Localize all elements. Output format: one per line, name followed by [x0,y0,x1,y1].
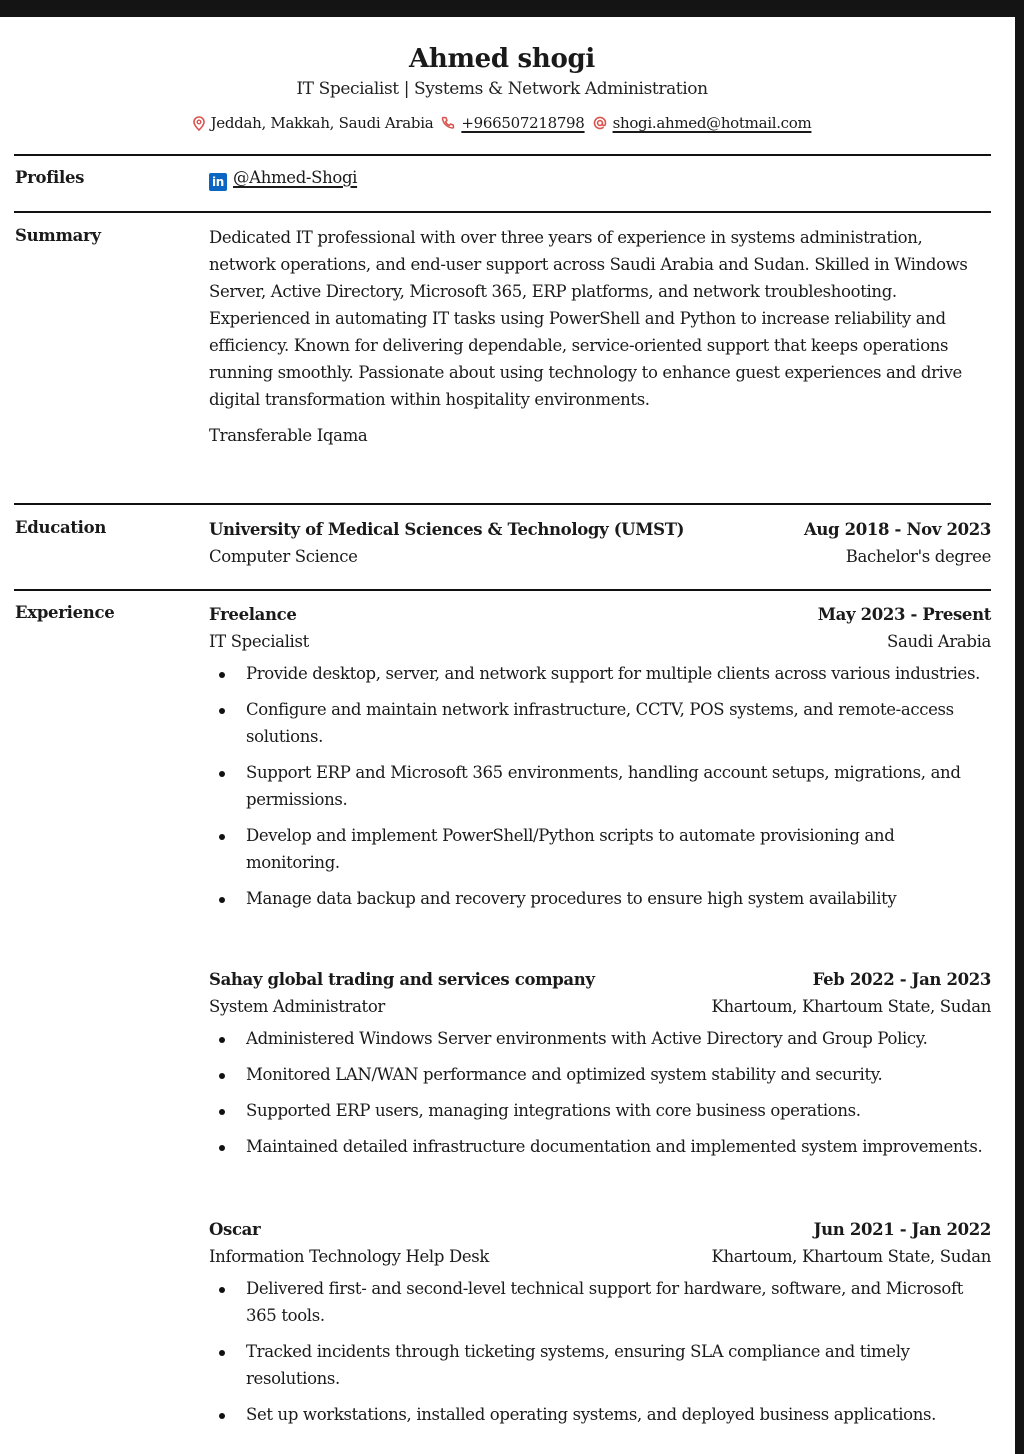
section-label-education: Education [15,518,107,537]
bullet-item: Manage data backup and recovery procedures to ensure high system availability [209,885,991,912]
job-dates: May 2023 - Present [817,605,991,624]
bullet-item: Delivered first- and second-level technical support for hardware, software, and Microsoft 365 tools. [209,1275,991,1329]
section-label-profiles: Profiles [15,168,85,187]
bullet-item: Supported ERP users, managing integrations with core business operations. [209,1097,991,1124]
bullet-item: Tracked incidents through ticketing systems, ensuring SLA compliance and timely resolutions. [209,1338,991,1392]
bullet-item: Configure and maintain network infrastructure, CCTV, POS systems, and remote-access solutions. [209,696,991,750]
job-title: System Administrator [209,997,385,1016]
job-location: Khartoum, Khartoum State, Sudan [711,997,991,1016]
section-divider [14,211,991,213]
at-sign-icon [593,116,607,130]
bullet-item: Support ERP and Microsoft 365 environments, handling account setups, migrations, and permissions. [209,759,991,813]
job-bullets [209,1025,991,1160]
bullet-item: Develop and implement PowerShell/Python scripts to automate provisioning and monitoring. [209,822,991,876]
bullet-item: Set up workstations, installed operating systems, and deployed business applications. [209,1401,991,1428]
section-label-experience: Experience [15,603,115,622]
email-link[interactable]: shogi.ahmed@hotmail.com [612,114,812,132]
resume-name: Ahmed shogi [409,44,595,74]
map-pin-icon [193,116,205,131]
job-dates: Jun 2021 - Jan 2022 [813,1220,991,1239]
job-company: Oscar [209,1220,261,1239]
resume-headline: IT Specialist | Systems & Network Administration [296,79,708,99]
job-bullets [209,660,991,912]
job-company: Sahay global trading and services company [209,970,595,989]
linkedin-icon: in [209,173,227,191]
job-location: Khartoum, Khartoum State, Sudan [711,1247,991,1266]
job-dates: Feb 2022 - Jan 2023 [812,970,991,989]
contact-bar [0,114,1004,132]
bullet-item: Administered Windows Server environments with Active Directory and Group Policy. [209,1025,991,1052]
job-title: IT Specialist [209,632,309,651]
summary-text: Dedicated IT professional with over three years of experience in systems administration, network operations, and end-user support across Saudi Arabia and Sudan. Skilled in Windows Server, Active Directory, Microsoft 365, ERP platforms, and network troubleshooting. Experienced in automating IT tasks using PowerShell and Python to increase reliability and efficiency. Known for delivering dependable, service-oriented support that keeps operations running smoothly. Passionate about using technology to enhance guest experiences and drive digital transformation within hospitality environments. [209,228,968,409]
experience-entry [209,966,991,1169]
location-text: Jeddah, Makkah, Saudi Arabia [210,114,434,132]
summary-content [209,224,991,449]
education-institution: University of Medical Sciences & Technology (UMST) [209,520,685,539]
contact-location [193,114,434,132]
job-location: Saudi Arabia [887,632,991,651]
resume-page [0,17,1015,1454]
section-divider [14,154,991,156]
summary-extra-note: Transferable Iqama [209,426,368,445]
section-divider [14,589,991,591]
section-label-summary: Summary [15,226,101,245]
experience-entry [209,601,991,921]
linkedin-profile-link[interactable]: @Ahmed-Shogi [233,168,358,187]
bullet-item: Provide desktop, server, and network support for multiple clients across various industries. [209,660,991,687]
experience-entry [209,1216,991,1437]
phone-link[interactable]: +966507218798 [461,114,585,132]
contact-phone [441,114,584,132]
education-degree: Bachelor's degree [845,547,991,566]
profiles-content [209,168,991,191]
bullet-item: Maintained detailed infrastructure documentation and implemented system improvements. [209,1133,991,1160]
phone-icon [441,116,455,130]
job-company: Freelance [209,605,297,624]
section-divider [14,503,991,505]
education-field: Computer Science [209,547,358,566]
bullet-item: Monitored LAN/WAN performance and optimized system stability and security. [209,1061,991,1088]
education-dates: Aug 2018 - Nov 2023 [803,520,991,539]
contact-email [593,114,812,132]
education-entry [209,516,991,570]
job-title: Information Technology Help Desk [209,1247,490,1266]
job-bullets [209,1275,991,1428]
